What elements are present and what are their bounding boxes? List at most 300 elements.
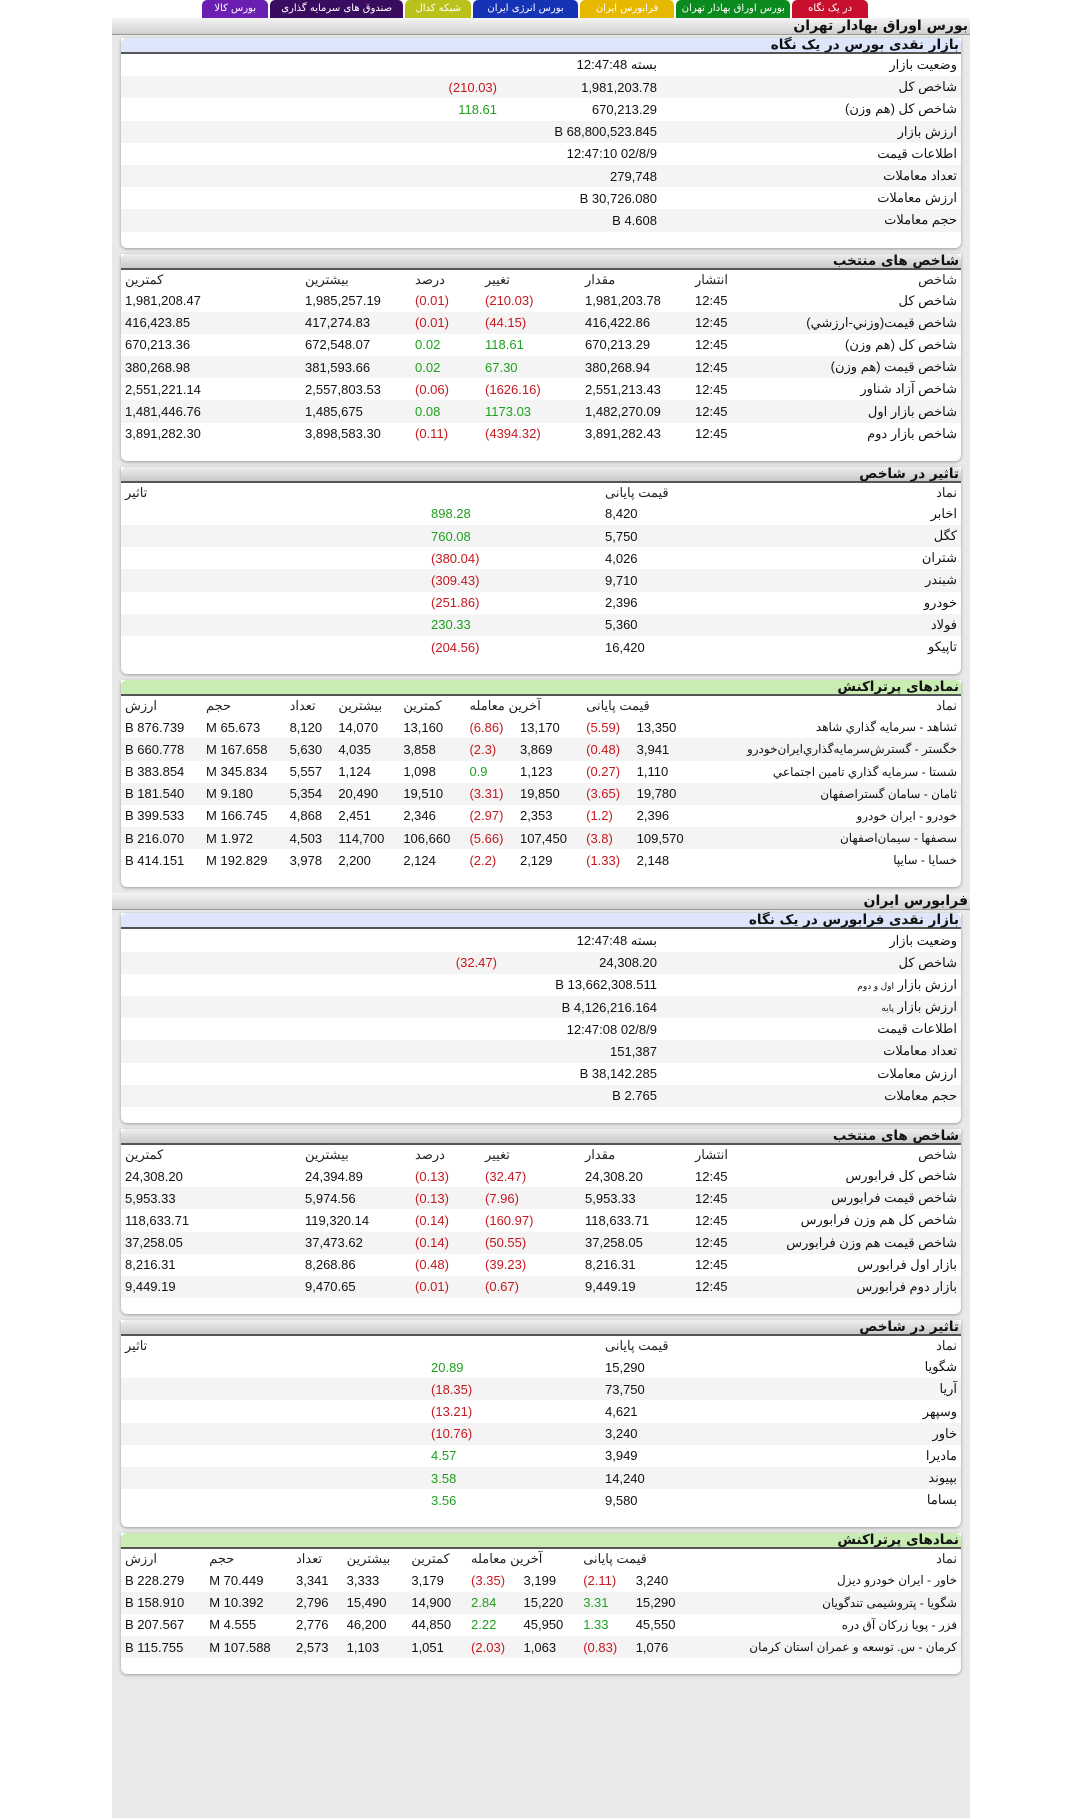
column-header: آخرین معامله — [471, 1551, 543, 1567]
index-row — [121, 312, 961, 334]
tab-1[interactable]: بورس اوراق بهادار تهران — [676, 0, 790, 18]
impact-row — [121, 1467, 961, 1489]
index-chg: (44.15) — [481, 312, 581, 334]
glance-label: شاخص کل — [898, 79, 957, 95]
active-close: 3,240 — [635, 1572, 669, 1588]
impact-effect: (380.04) — [431, 550, 480, 566]
active-last: 13,170 — [519, 719, 560, 735]
active-symbol[interactable]: خاور - ايران‌ خودرو ديزل — [836, 1573, 957, 1588]
active-last-change: (2.3) — [465, 738, 516, 760]
index-pct: 0.08 — [411, 400, 481, 422]
index-pct: (0.14) — [411, 1232, 481, 1254]
active-volume: 9.180 M — [202, 783, 286, 805]
active-count: 5,630 — [286, 738, 335, 760]
glance-value: 68,800,523.845 B — [554, 124, 657, 140]
index-time: 12:45 — [695, 426, 728, 442]
glance-value: 02/8/9 12:47:08 — [566, 1021, 657, 1037]
tse-glance-title: بازار نقدی بورس در یک نگاه — [121, 38, 961, 54]
glance-change: (210.03) — [448, 79, 497, 95]
impact-row — [121, 547, 961, 569]
index-chg: (160.97) — [485, 1212, 534, 1228]
index-name: شاخص کل — [898, 292, 957, 308]
active-last: 45,950 — [523, 1617, 564, 1633]
tse-glance-table — [121, 54, 961, 232]
active-high: 15,490 — [343, 1592, 408, 1614]
index-pct: (0.01) — [411, 312, 481, 334]
index-name: شاخص بازار دوم — [867, 425, 957, 441]
index-name: بازار دوم فرابورس — [751, 1276, 961, 1298]
glance-label: تعداد معاملات — [883, 168, 957, 184]
ifb-impact-table — [121, 1336, 961, 1511]
index-time: 12:45 — [691, 356, 751, 378]
active-last-change: (5.66) — [465, 827, 516, 849]
active-close: 19,780 — [633, 783, 699, 805]
ifb-indices-title: شاخص های منتخب — [121, 1129, 961, 1145]
glance-change-cell — [121, 996, 501, 1018]
active-symbol[interactable]: سصفها - سيمان‌اصفهان — [699, 827, 961, 849]
active-row — [121, 805, 961, 827]
glance-value: 1,981,203.78 — [581, 79, 657, 95]
glance-label-cell — [661, 98, 961, 120]
glance-value-cell — [501, 1085, 661, 1107]
tab-4[interactable]: شبکه کدال — [405, 0, 471, 18]
column-header: مقدار — [585, 1146, 616, 1162]
glance-label-cell — [661, 187, 961, 209]
impact-symbol[interactable]: آریا — [791, 1378, 961, 1400]
index-time: 12:45 — [695, 1212, 728, 1228]
active-count: 2,776 — [296, 1617, 329, 1633]
index-row — [121, 378, 961, 400]
glance-value: 279,748 — [610, 168, 657, 184]
glance-label-cell — [661, 54, 961, 76]
index-row — [121, 1165, 961, 1187]
tab-0[interactable]: در یک نگاه — [792, 0, 868, 18]
tab-3[interactable]: بورس انرژی ایران — [473, 0, 577, 18]
impact-symbol[interactable]: مادیرا — [925, 1447, 957, 1463]
index-lo: 380,268.98 — [121, 356, 301, 378]
active-row — [121, 1569, 961, 1591]
active-row — [121, 761, 961, 783]
active-close: 1,110 — [636, 764, 669, 780]
index-time: 12:45 — [691, 1187, 751, 1209]
tse-active-table — [121, 696, 961, 871]
active-symbol[interactable]: خگستر - گسترش‌سرمايه‌گذاري‌ايران‌خودرو — [699, 738, 961, 760]
glance-label-cell — [661, 1040, 961, 1062]
index-chg: (210.03) — [485, 293, 534, 309]
active-high: 2,200 — [338, 852, 371, 868]
active-row — [121, 1614, 961, 1636]
index-time: 12:45 — [695, 337, 728, 353]
index-chg: (39.23) — [485, 1257, 527, 1273]
active-last-change: 0.9 — [469, 764, 488, 780]
header-row — [121, 696, 961, 716]
impact-effect: 760.08 — [121, 525, 601, 547]
active-close-change: (2.11) — [583, 1572, 617, 1588]
index-value: 5,953.33 — [581, 1187, 691, 1209]
glance-value-cell — [501, 1040, 661, 1062]
impact-price: 15,290 — [605, 1359, 645, 1375]
index-time: 12:45 — [695, 1257, 728, 1273]
glance-change-cell — [121, 1040, 501, 1062]
active-symbol[interactable]: کرمان - س. توسعه و عمران استان کرمان — [691, 1636, 961, 1658]
active-last: 3,869 — [516, 738, 582, 760]
index-chg: (4394.32) — [485, 426, 541, 442]
active-last-change: (2.03) — [467, 1636, 519, 1658]
active-count: 5,557 — [289, 764, 323, 780]
glance-row — [121, 121, 961, 143]
glance-value-cell — [501, 143, 661, 165]
active-high: 20,490 — [334, 783, 399, 805]
header-row — [121, 1549, 961, 1569]
glance-label-cell — [661, 1018, 961, 1040]
active-close-change: 1.33 — [583, 1617, 609, 1633]
active-close-change: (0.48) — [582, 738, 633, 760]
glance-row — [121, 98, 961, 120]
active-volume: 107.588 M — [205, 1636, 292, 1658]
column-header: نماد — [936, 698, 957, 714]
column-header: درصد — [415, 1146, 445, 1162]
column-header: شاخص — [918, 1146, 957, 1162]
index-hi: 1,485,675 — [301, 400, 411, 422]
index-value: 380,268.94 — [581, 356, 691, 378]
glance-change: 118.61 — [458, 101, 497, 117]
column-header: ارزش — [125, 1551, 158, 1567]
index-time: 12:45 — [691, 1232, 751, 1254]
column-header: کمترین — [403, 698, 442, 714]
index-value: 118,633.71 — [585, 1212, 650, 1228]
impact-row — [121, 569, 961, 591]
tab-2[interactable]: فرابورس ایران — [580, 0, 675, 18]
active-symbol[interactable]: ثشاهد - سرمايه گذاري شاهد — [815, 720, 957, 735]
glance-value-cell — [501, 76, 661, 98]
impact-symbol[interactable]: بساما — [926, 1492, 957, 1508]
impact-effect: (13.21) — [431, 1404, 473, 1420]
index-row — [121, 290, 961, 312]
index-name: شاخص قيمت(وزني-ارزشي) — [751, 312, 961, 334]
header-row — [121, 1336, 961, 1356]
index-value: 37,258.05 — [581, 1232, 691, 1254]
impact-symbol[interactable]: شگویا — [924, 1359, 957, 1375]
index-hi: 2,557,803.53 — [305, 381, 381, 397]
glance-change-cell — [121, 1018, 501, 1040]
glance-value-cell — [501, 1063, 661, 1085]
active-value: 181.540 B — [121, 783, 202, 805]
glance-change-cell — [121, 165, 501, 187]
index-chg: 1173.03 — [481, 400, 581, 422]
impact-price: 4,621 — [605, 1404, 638, 1420]
active-low: 14,900 — [407, 1592, 467, 1614]
glance-change-cell — [121, 143, 501, 165]
glance-change-cell — [121, 929, 501, 951]
index-row — [121, 1187, 961, 1209]
column-header: ارزش — [125, 698, 158, 714]
glance-label-cell — [661, 996, 961, 1018]
active-close: 45,550 — [635, 1617, 676, 1633]
index-chg: (7.96) — [481, 1187, 581, 1209]
index-hi: 381,593.66 — [301, 356, 411, 378]
impact-price: 5,360 — [601, 614, 791, 636]
active-last: 19,850 — [516, 783, 582, 805]
active-low: 3,179 — [411, 1572, 444, 1588]
column-header: تاثیر — [125, 1338, 148, 1354]
glance-label-cell — [661, 76, 961, 98]
glance-value: 24,308.20 — [599, 955, 657, 971]
impact-price: 4,026 — [605, 550, 638, 566]
index-pct: (0.01) — [415, 293, 449, 309]
header-row — [121, 270, 961, 290]
active-high: 1,124 — [338, 764, 371, 780]
active-symbol[interactable]: فزر - پویا زرکان آق دره — [841, 1617, 957, 1632]
index-hi: 37,473.62 — [301, 1232, 411, 1254]
top-tabs — [200, 0, 868, 18]
tse-indices-table — [121, 270, 961, 445]
active-row — [121, 827, 961, 849]
column-header: آخرین معامله — [469, 698, 541, 714]
active-high: 1,103 — [343, 1636, 408, 1658]
active-value: 399.533 B — [125, 808, 185, 824]
impact-row — [121, 1489, 961, 1511]
index-lo: 670,213.36 — [125, 337, 191, 353]
index-pct: (0.06) — [415, 381, 449, 397]
active-symbol[interactable]: ثامان - سامان گستراصفهان — [699, 783, 961, 805]
active-last-change: (2.97) — [469, 808, 504, 824]
ifb-impact-panel — [121, 1320, 961, 1527]
glance-label: ارزش معاملات — [877, 1065, 957, 1081]
glance-value: 02/8/9 12:47:10 — [566, 146, 657, 162]
active-row — [121, 716, 961, 738]
glance-label: اطلاعات قیمت — [877, 1021, 957, 1037]
index-pct: (0.13) — [415, 1168, 449, 1184]
glance-label: حجم معاملات — [884, 212, 957, 228]
glance-row — [121, 996, 961, 1018]
active-last-change: 2.84 — [467, 1592, 519, 1614]
impact-symbol[interactable]: شتران — [921, 550, 957, 566]
index-name: شاخص قیمت (هم وزن) — [751, 356, 961, 378]
active-low: 19,510 — [399, 783, 465, 805]
glance-change-cell — [121, 54, 501, 76]
glance-value-cell — [501, 952, 661, 974]
glance-label-cell — [661, 974, 961, 996]
active-value: 207.567 B — [125, 1617, 185, 1633]
glance-value: 38,142.285 B — [579, 1066, 657, 1082]
active-low: 2,346 — [403, 808, 436, 824]
index-name: بازار اول فرابورس — [857, 1256, 957, 1272]
tse-impact-panel — [121, 467, 961, 674]
glance-label: شاخص کل (هم وزن) — [845, 101, 957, 117]
glance-value: 30,726.080 B — [579, 190, 657, 206]
active-count: 3,978 — [289, 852, 323, 868]
index-hi: 119,320.14 — [305, 1212, 370, 1228]
active-last: 2,129 — [519, 852, 553, 868]
glance-value-cell — [501, 121, 661, 143]
impact-effect: (18.35) — [121, 1378, 601, 1400]
impact-symbol[interactable]: بپیوند — [791, 1467, 961, 1489]
active-high: 4,035 — [334, 738, 399, 760]
impact-effect: (10.76) — [121, 1423, 601, 1445]
active-close-change: (5.59) — [586, 719, 621, 735]
tab-5[interactable]: صندوق های سرمایه گذاری — [270, 0, 403, 18]
column-header: تغییر — [485, 271, 510, 287]
glance-value: 2.765 B — [612, 1088, 657, 1104]
impact-symbol[interactable]: خودرو — [923, 594, 957, 610]
tse-section-title: بورس اوراق بهادار تهران — [112, 18, 970, 35]
glance-label: اطلاعات قیمت — [877, 145, 957, 161]
glance-change-cell — [121, 121, 501, 143]
index-value: 9,449.19 — [581, 1276, 691, 1298]
index-pct: 0.02 — [415, 337, 441, 353]
active-row — [121, 1636, 961, 1658]
index-lo: 5,953.33 — [121, 1187, 301, 1209]
index-name: شاخص قیمت هم وزن فرابورس — [751, 1232, 961, 1254]
glance-value-cell — [501, 929, 661, 951]
index-name: شاخص کل (هم وزن) — [845, 336, 957, 352]
active-value: 216.070 B — [121, 827, 202, 849]
ifb-glance-table — [121, 929, 961, 1107]
active-count: 4,868 — [289, 808, 323, 824]
index-name: شاخص کل هم وزن فرابورس — [800, 1212, 957, 1228]
main-content — [112, 18, 970, 1818]
active-count: 2,796 — [292, 1592, 343, 1614]
column-header: نماد — [936, 484, 957, 500]
impact-row — [121, 1356, 961, 1378]
glance-change-cell — [121, 187, 501, 209]
glance-row — [121, 209, 961, 231]
index-chg: 67.30 — [481, 356, 581, 378]
glance-value-cell — [501, 165, 661, 187]
glance-label: حجم معاملات — [884, 1087, 957, 1103]
glance-label: ارزش بازار — [897, 123, 957, 139]
index-value: 8,216.31 — [585, 1257, 636, 1273]
active-close: 1,076 — [632, 1636, 692, 1658]
column-header: بیشترین — [305, 1146, 349, 1162]
impact-symbol[interactable]: تاپیکو — [927, 639, 957, 655]
impact-row — [121, 525, 961, 547]
glance-value-cell — [501, 54, 661, 76]
impact-row — [121, 1445, 961, 1467]
index-time: 12:45 — [695, 293, 728, 309]
index-name: شاخص کل فرابورس — [845, 1168, 957, 1184]
active-volume: 192.829 M — [206, 852, 268, 868]
index-value: 1,981,203.78 — [585, 293, 661, 309]
column-header: انتشار — [695, 1146, 728, 1162]
index-lo: 24,308.20 — [125, 1168, 183, 1184]
index-hi: 24,394.89 — [305, 1168, 363, 1184]
impact-price: 9,580 — [605, 1492, 638, 1508]
glance-change-cell — [121, 98, 501, 120]
active-close: 109,570 — [633, 827, 699, 849]
active-symbol[interactable]: خودرو - ايران‌ خودرو — [856, 808, 957, 823]
active-volume: 1.972 M — [202, 827, 286, 849]
ifb-glance-title: بازار نقدی فرابورس در یک نگاه — [121, 913, 961, 929]
column-header: بیشترین — [338, 698, 383, 714]
glance-row — [121, 1018, 961, 1040]
index-time: 12:45 — [691, 312, 751, 334]
index-time: 12:45 — [695, 381, 728, 397]
column-header: قیمت پایانی — [605, 484, 669, 500]
impact-symbol[interactable]: خاور — [791, 1423, 961, 1445]
active-row — [121, 738, 961, 760]
impact-symbol[interactable]: شبندر — [791, 569, 961, 591]
active-symbol[interactable]: شستا - سرمايه گذاري تامين اجتماعي — [772, 764, 957, 779]
impact-symbol[interactable]: اخابر — [930, 505, 957, 521]
index-hi: 8,268.86 — [305, 1257, 356, 1273]
active-low: 106,660 — [399, 827, 465, 849]
active-last: 1,063 — [520, 1636, 580, 1658]
active-symbol[interactable]: خسايا - سايپا — [893, 853, 957, 868]
column-header: بیشترین — [346, 1551, 391, 1567]
index-row — [121, 423, 961, 445]
ifb-active-table — [121, 1549, 961, 1658]
glance-row — [121, 187, 961, 209]
column-header: کمترین — [411, 1551, 450, 1567]
glance-label-cell — [661, 929, 961, 951]
active-row — [121, 849, 961, 871]
active-volume: 166.745 M — [206, 808, 268, 824]
tse-glance-panel — [121, 38, 961, 248]
column-header: قیمت پایانی — [586, 698, 650, 714]
impact-symbol[interactable]: فولاد — [791, 614, 961, 636]
ifb-impact-title: تاثیر در شاخص — [121, 1320, 961, 1336]
impact-effect: (251.86) — [431, 595, 480, 611]
impact-effect: 20.89 — [431, 1359, 464, 1375]
header-row — [121, 483, 961, 503]
glance-row — [121, 952, 961, 974]
impact-effect: (309.43) — [121, 569, 601, 591]
index-row — [121, 356, 961, 378]
glance-change-cell — [121, 974, 501, 996]
impact-row — [121, 503, 961, 525]
active-close: 15,290 — [632, 1592, 692, 1614]
glance-label-cell — [661, 1063, 961, 1085]
impact-price: 9,710 — [601, 569, 791, 591]
index-chg: (0.67) — [481, 1276, 581, 1298]
index-pct: (0.14) — [415, 1212, 449, 1228]
header-row — [121, 1145, 961, 1165]
column-header: انتشار — [695, 271, 728, 287]
glance-change-cell — [121, 952, 501, 974]
column-header: حجم — [209, 1551, 235, 1567]
active-volume: 65.673 M — [206, 719, 261, 735]
ifb-active-panel — [121, 1533, 961, 1674]
impact-symbol[interactable]: وسپهر — [922, 1403, 957, 1419]
active-last: 3,199 — [523, 1572, 557, 1588]
glance-change: (32.47) — [455, 955, 497, 971]
impact-price: 2,396 — [605, 595, 638, 611]
impact-symbol[interactable]: کگل — [791, 525, 961, 547]
impact-row — [121, 1400, 961, 1422]
active-high: 14,070 — [338, 719, 379, 735]
glance-value: 4,126,216.164 B — [561, 999, 657, 1015]
column-header: نماد — [936, 1338, 957, 1354]
column-header: تاثیر — [125, 484, 148, 500]
index-chg: (50.55) — [481, 1232, 581, 1254]
glance-label-cell — [661, 1085, 961, 1107]
active-high: 3,333 — [346, 1572, 380, 1588]
active-symbol[interactable]: شگویا - پتروشیمی تندگویان — [691, 1592, 961, 1614]
impact-price: 5,750 — [601, 525, 791, 547]
index-name: شاخص قیمت فرابورس — [751, 1187, 961, 1209]
impact-effect: (204.56) — [431, 639, 480, 655]
glance-label-cell — [661, 143, 961, 165]
index-lo: 1,481,446.76 — [121, 400, 301, 422]
index-row — [121, 1254, 961, 1276]
index-time: 12:45 — [691, 400, 751, 422]
glance-change-cell — [121, 1063, 501, 1085]
impact-price: 3,949 — [605, 1448, 638, 1464]
active-close-change: (3.8) — [582, 827, 633, 849]
tab-6[interactable]: بورس کالا — [202, 0, 268, 18]
active-close-change: (1.33) — [586, 852, 621, 868]
